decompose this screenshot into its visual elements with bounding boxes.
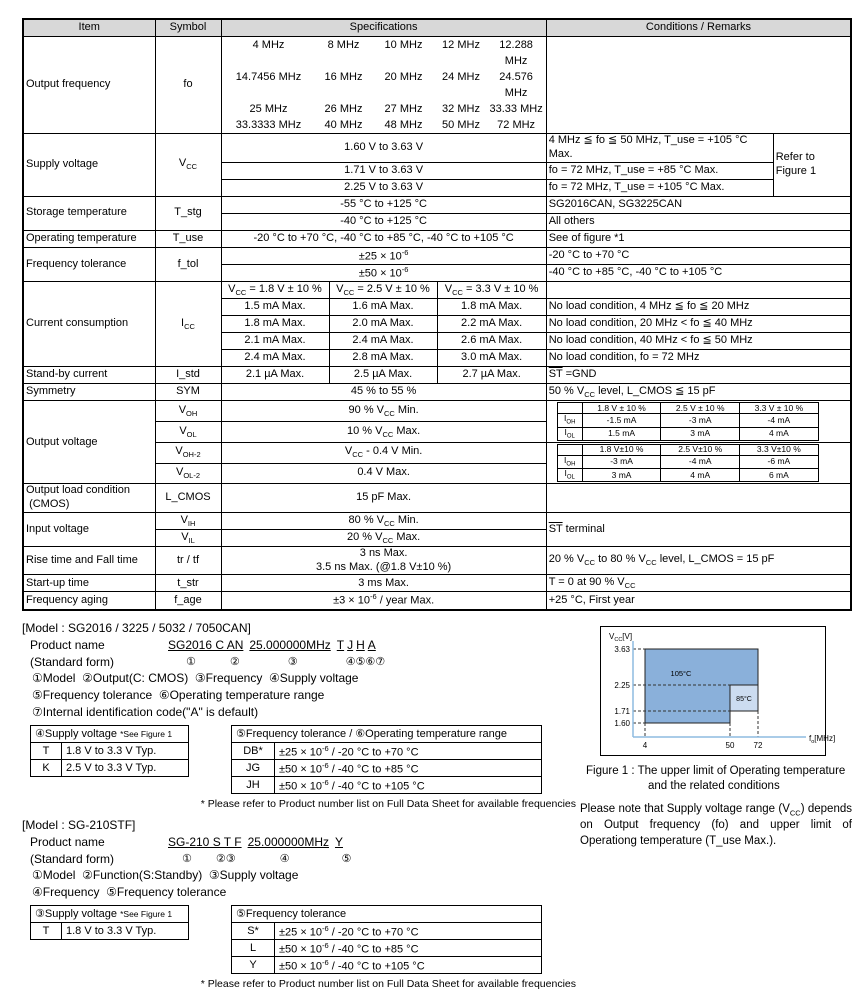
item-output-load-condition: Output load condition (CMOS) xyxy=(23,484,155,513)
y-tick-2-25: 2.25 xyxy=(614,680,630,690)
header-item: Item xyxy=(23,19,155,37)
symbol-voh2: $V_{OH-2}$ xyxy=(155,442,221,463)
model1-legend-3: ⑦Internal identification code("A" is default) xyxy=(32,704,259,719)
table-row: DB* $\pm 25 \times 10^{-6} / -20$ °C to +70 °C xyxy=(232,742,542,759)
icc-value: 2.8 mA Max. xyxy=(329,350,437,367)
row-startup-time xyxy=(23,575,851,592)
istd-value: 2.1 µA Max. xyxy=(221,367,329,384)
icc-value: 2.2 mA Max. xyxy=(437,316,546,333)
label-85c: 85°C xyxy=(736,695,752,703)
spec-tstg-1: -55 °C to +125 °C xyxy=(221,196,546,213)
table-row: JG $\pm 50 \times 10^{-6} / -40$ °C to +85 °C xyxy=(232,759,542,776)
item-standby-current: Stand-by current xyxy=(23,367,155,384)
model2-markers: ① ②③ ④ ⑤ xyxy=(182,852,352,865)
frequency-grid: 4 MHz 8 MHz 10 MHz 12 MHz 12.288 MHz 14.7456 MHz 16 MHz 20 MHz 24 MHz 24.576 MHz 25 MHz 26 MHz 27 MHz 32 MHz 33.33 MHz 33.3333 MHz 40 MHz 48 MHz 50 MHz 72 MHz xyxy=(235,39,543,131)
icc-value: 1.8 mA Max. xyxy=(437,299,546,316)
item-supply-voltage: Supply voltage xyxy=(23,134,155,197)
icc-value: 2.1 mA Max. xyxy=(221,333,329,350)
spec-tstr: 3 ms Max. xyxy=(221,575,546,592)
item-output-frequency: Output frequency xyxy=(23,37,155,134)
spec-vcc-2: 1.71 V to 3.63 V xyxy=(221,162,546,179)
item-frequency-aging: Frequency aging xyxy=(23,592,155,610)
product-name-label: Product name xyxy=(30,834,105,849)
iol-label: $I_{OL}$ xyxy=(557,427,582,440)
cond-icc-header xyxy=(546,282,851,299)
icc-value: 1.8 mA Max. xyxy=(221,316,329,333)
model1-legend-1: ①Model ②Output(C: CMOS) ③Frequency ④Supply voltage xyxy=(32,670,359,685)
spec-vol2: 0.4 V Max. xyxy=(221,463,546,484)
x-tick-50: 50 xyxy=(725,740,735,750)
x-axis-label: $f_o[MHz]$ xyxy=(809,733,836,745)
cond-ftol-2: -40 °C to +85 °C, -40 °C to +105 °C xyxy=(546,264,851,281)
row-input-voltage xyxy=(23,512,851,529)
standard-form-label: (Standard form) xyxy=(30,851,115,866)
model2-footnote: * Please refer to Product number list on Full Data Sheet for available frequencies xyxy=(200,977,576,990)
bottom-area xyxy=(22,617,855,990)
symbol-fage: f_age xyxy=(155,592,221,610)
y-tick-1-60: 1.60 xyxy=(614,718,630,728)
row-current-consumption xyxy=(23,282,851,299)
ioh-label: $I_{OH}$ xyxy=(557,455,582,468)
item-frequency-tolerance: Frequency tolerance xyxy=(23,247,155,282)
icc-value: 2.4 mA Max. xyxy=(221,350,329,367)
model1-product-name: SG2016 C AN 25.000000MHz T J H A xyxy=(168,637,376,652)
row-output-voltage xyxy=(23,401,851,422)
symbol-trtf: tr / tf xyxy=(155,546,221,575)
model1-supply-voltage-table: ④Supply voltage *See Figure 1 T 1.8 V to 3.3 V Typ. K 2.5 V to 3.3 V Typ. xyxy=(30,725,189,777)
model-sections xyxy=(22,617,578,990)
cond-istd: $\overline{ST} =GND$ xyxy=(546,367,851,384)
table-row: Y $\pm 50 \times 10^{-6} / -40$ °C to +105 °C xyxy=(232,956,542,973)
istd-value: 2.7 µA Max. xyxy=(437,367,546,384)
row-storage-temperature xyxy=(23,196,851,213)
symbol-vol: $V_{OL}$ xyxy=(155,422,221,443)
figure1-column xyxy=(578,617,854,990)
ioh-label: $I_{OH}$ xyxy=(557,414,582,427)
row-frequency-aging xyxy=(23,592,851,610)
icc-value: 2.0 mA Max. xyxy=(329,316,437,333)
item-current-consumption: Current consumption xyxy=(23,282,155,367)
item-output-voltage: Output voltage xyxy=(23,401,155,484)
model2-frequency-tolerance-table: ⑤Frequency tolerance S* $\pm 25 \times 10^{-6} / -20$ °C to +70 °C L $\pm 50 \times 10^{-6} / -40$ °C to +85 °C Y $\pm 50 \times 10^{-6} / -40$ °C to +105 °C xyxy=(231,905,542,974)
row-rise-fall-time xyxy=(23,546,851,575)
spec-lcmos: 15 pF Max. xyxy=(221,484,546,513)
symbol-icc: $I_{CC}$ xyxy=(155,282,221,367)
symbol-vih: $V_{IH}$ xyxy=(155,512,221,529)
spec-ftol-1: $\pm 25 \times 10^{-6}$ xyxy=(221,247,546,264)
model1-footnote: * Please refer to Product number list on Full Data Sheet for available frequencies xyxy=(200,797,576,810)
row-standby-current xyxy=(23,367,851,384)
model1-markers: ① ② ③ ④⑤⑥⑦ xyxy=(186,655,386,668)
spec-output-frequency xyxy=(221,37,546,134)
symbol-fo: fo xyxy=(155,37,221,134)
item-operating-temperature: Operating temperature xyxy=(23,230,155,247)
model1-product-name-row xyxy=(22,638,578,652)
model2-product-name-row xyxy=(22,835,578,849)
symbol-istd: I_std xyxy=(155,367,221,384)
table-row: L $\pm 50 \times 10^{-6} / -40$ °C to +85 °C xyxy=(232,939,542,956)
header-conditions: Conditions / Remarks xyxy=(546,19,851,37)
figure1-note-paragraph: Please note that Supply voltage range $(V_{CC})$ depends on Output frequency (fo) and upper limit of Operationg temperature (T_use Max.). xyxy=(580,802,852,847)
item-input-voltage: Input voltage xyxy=(23,512,155,546)
product-name-label: Product name xyxy=(30,637,105,652)
item-storage-temperature: Storage temperature xyxy=(23,196,155,230)
cond-icc-3: No load condition, 40 MHz < fo ≦ 50 MHz xyxy=(546,333,851,350)
datasheet-page xyxy=(0,18,855,990)
symbol-sym: SYM xyxy=(155,384,221,401)
model2-standard-form-row xyxy=(22,852,578,866)
icc-value: 1.6 mA Max. xyxy=(329,299,437,316)
symbol-tuse: T_use xyxy=(155,230,221,247)
cond-fage: +25 °C, First year xyxy=(546,592,851,610)
cond-vcc-3: fo = 72 MHz, T_use = +105 °C Max. xyxy=(546,179,773,196)
model2-legend-2: ④Frequency ⑤Frequency tolerance xyxy=(32,884,227,899)
standard-form-label: (Standard form) xyxy=(30,654,115,669)
cond-trtf: 20 % $V_{CC}$ to 80 % $V_{CC}$ level, L_CMOS = 15 pF xyxy=(546,546,851,575)
table-header-row xyxy=(23,19,851,37)
cond-voh-vol-table xyxy=(546,401,851,443)
iol-label: $I_{OL}$ xyxy=(557,469,582,482)
icc-header-3v3: $V_{CC} = 3.3$ V ± 10 % xyxy=(437,282,546,299)
row-operating-temperature xyxy=(23,230,851,247)
symbol-vil: $V_{IL}$ xyxy=(155,529,221,546)
model1-frequency-tolerance-table: ⑤Frequency tolerance / ⑥Operating temperature range DB* $\pm 25 \times 10^{-6} / -20$ °C to +70 °C JG $\pm 50 \times 10^{-6} / -40$ °C to +85 °C JH $\pm 50 \times 10^{-6} / -40$ °C to +105 °C xyxy=(231,725,542,794)
spec-voh: 90 % $V_{CC}$ Min. xyxy=(221,401,546,422)
item-symmetry: Symmetry xyxy=(23,384,155,401)
icc-header-1v8: $V_{CC} = 1.8$ V ± 10 % xyxy=(221,282,329,299)
spec-vol: 10 % $V_{CC}$ Max. xyxy=(221,422,546,443)
symbol-tstg: T_stg xyxy=(155,196,221,230)
table-row: JH $\pm 50 \times 10^{-6} / -40$ °C to +105 °C xyxy=(232,776,542,793)
cond-icc-1: No load condition, 4 MHz ≦ fo ≦ 20 MHz xyxy=(546,299,851,316)
x-tick-4: 4 xyxy=(642,740,648,750)
symbol-vol2: $V_{OL-2}$ xyxy=(155,463,221,484)
symbol-lcmos: L_CMOS xyxy=(155,484,221,513)
item-startup-time: Start-up time xyxy=(23,575,155,592)
cond-refer-figure1: Refer to Figure 1 xyxy=(773,134,851,197)
y-axis-label: $V_{CC}[V]$ xyxy=(609,631,633,643)
row-output-frequency xyxy=(23,37,851,134)
header-symbol: Symbol xyxy=(155,19,221,37)
row-output-load-condition xyxy=(23,484,851,513)
cond-tuse: See of figure *1 xyxy=(546,230,851,247)
spec-vih: 80 % $V_{CC}$ Min. xyxy=(221,512,546,529)
spec-ftol-2: $\pm 50 \times 10^{-6}$ xyxy=(221,264,546,281)
cond-tstg-2: All others xyxy=(546,213,851,230)
cond-vcc-2: fo = 72 MHz, T_use = +85 °C Max. xyxy=(546,162,773,179)
table-row: T 1.8 V to 3.3 V Typ. xyxy=(31,922,189,939)
header-specifications: Specifications xyxy=(221,19,546,37)
model2-title: [Model : SG-210STF] xyxy=(22,817,136,832)
icc-value: 1.5 mA Max. xyxy=(221,299,329,316)
model1-title: [Model : SG2016 / 3225 / 5032 / 7050CAN] xyxy=(22,620,251,635)
icc-header-2v5: $V_{CC} = 2.5$ V ± 10 % xyxy=(329,282,437,299)
y-tick-3-63: 3.63 xyxy=(614,644,630,654)
spec-vcc-1: 1.60 V to 3.63 V xyxy=(221,134,546,163)
label-105c: 105°C xyxy=(670,668,692,678)
spec-symmetry: 45 % to 55 % xyxy=(221,384,546,401)
model1-legend-2: ⑤Frequency tolerance ⑥Operating temperature range xyxy=(32,687,325,702)
spec-fage: $\pm 3 \times 10^{-6}$ / year Max. xyxy=(221,592,546,610)
cond-tstr: T = 0 at 90 % $V_{CC}$ xyxy=(546,575,851,592)
symbol-ftol: f_tol xyxy=(155,247,221,282)
symbol-vcc: $V_{CC}$ xyxy=(155,134,221,197)
icc-value: 3.0 mA Max. xyxy=(437,350,546,367)
table-row: S* $\pm 25 \times 10^{-6} / -20$ °C to +70 °C xyxy=(232,922,542,939)
table-row: K 2.5 V to 3.3 V Typ. xyxy=(31,759,189,776)
row-frequency-tolerance xyxy=(23,247,851,264)
istd-value: 2.5 µA Max. xyxy=(329,367,437,384)
spec-tstg-2: -40 °C to +125 °C xyxy=(221,213,546,230)
io-current-table-2: 1.8 V±10 % 2.5 V±10 % 3.3 V±10 % $I_{OH}$ -3 mA -4 mA -6 mA $I_{OL}$ 3 mA 4 mA 6 mA xyxy=(557,444,819,483)
figure1-caption: Figure 1 : The upper limit of Operating temperature and the related conditions xyxy=(586,764,846,792)
row-supply-voltage xyxy=(23,134,851,163)
cond-tstg-1: SG2016CAN, SG3225CAN xyxy=(546,196,851,213)
spec-tuse: -20 °C to +70 °C, -40 °C to +85 °C, -40 °C to +105 °C xyxy=(221,230,546,247)
model1-code-tables xyxy=(30,725,578,794)
cond-ftol-1: -20 °C to +70 °C xyxy=(546,247,851,264)
model2-code-tables xyxy=(30,905,578,974)
cond-output-frequency xyxy=(546,37,851,134)
model2-product-name: SG-210 S T F 25.000000MHz Y xyxy=(168,834,343,849)
cond-icc-4: No load condition, fo = 72 MHz xyxy=(546,350,851,367)
figure1-svg xyxy=(601,627,836,755)
io-current-table-1: 1.8 V ± 10 % 2.5 V ± 10 % 3.3 V ± 10 % $I_{OH}$ -1.5 mA -3 mA -4 mA $I_{OL}$ 1.5 mA 3 mA 4 mA xyxy=(557,402,819,441)
spec-table xyxy=(22,18,852,611)
icc-value: 2.4 mA Max. xyxy=(329,333,437,350)
table-row: T 1.8 V to 3.3 V Typ. xyxy=(31,742,189,759)
model2-legend-1: ①Model ②Function(S:Standby) ③Supply voltage xyxy=(32,867,299,882)
model2-supply-voltage-table: ③Supply voltage *See Figure 1 T 1.8 V to 3.3 V Typ. xyxy=(30,905,189,940)
cond-symmetry: 50 % $V_{CC}$ level, L_CMOS ≦ 15 pF xyxy=(546,384,851,401)
spec-vil: 20 % $V_{CC}$ Max. xyxy=(221,529,546,546)
cond-vcc-1: 4 MHz ≦ fo ≦ 50 MHz, T_use = +105 °C Max. xyxy=(546,134,773,163)
spec-voh2: $V_{CC} - 0.4$ V Min. xyxy=(221,442,546,463)
spec-trtf: 3 ns Max. 3.5 ns Max. (@1.8 V±10 %) xyxy=(221,546,546,575)
cond-lcmos xyxy=(546,484,851,513)
cond-icc-2: No load condition, 20 MHz < fo ≦ 40 MHz xyxy=(546,316,851,333)
cond-input-voltage: $\overline{ST}$ terminal xyxy=(546,512,851,546)
item-rise-fall-time: Rise time and Fall time xyxy=(23,546,155,575)
icc-value: 2.6 mA Max. xyxy=(437,333,546,350)
spec-vcc-3: 2.25 V to 3.63 V xyxy=(221,179,546,196)
row-symmetry xyxy=(23,384,851,401)
x-tick-72: 72 xyxy=(753,740,763,750)
y-tick-1-71: 1.71 xyxy=(614,706,630,716)
figure1-chart xyxy=(600,626,836,756)
cond-voh2-vol2-table xyxy=(546,442,851,484)
symbol-tstr: t_str xyxy=(155,575,221,592)
model1-standard-form-row xyxy=(22,655,578,669)
symbol-voh: $V_{OH}$ xyxy=(155,401,221,422)
